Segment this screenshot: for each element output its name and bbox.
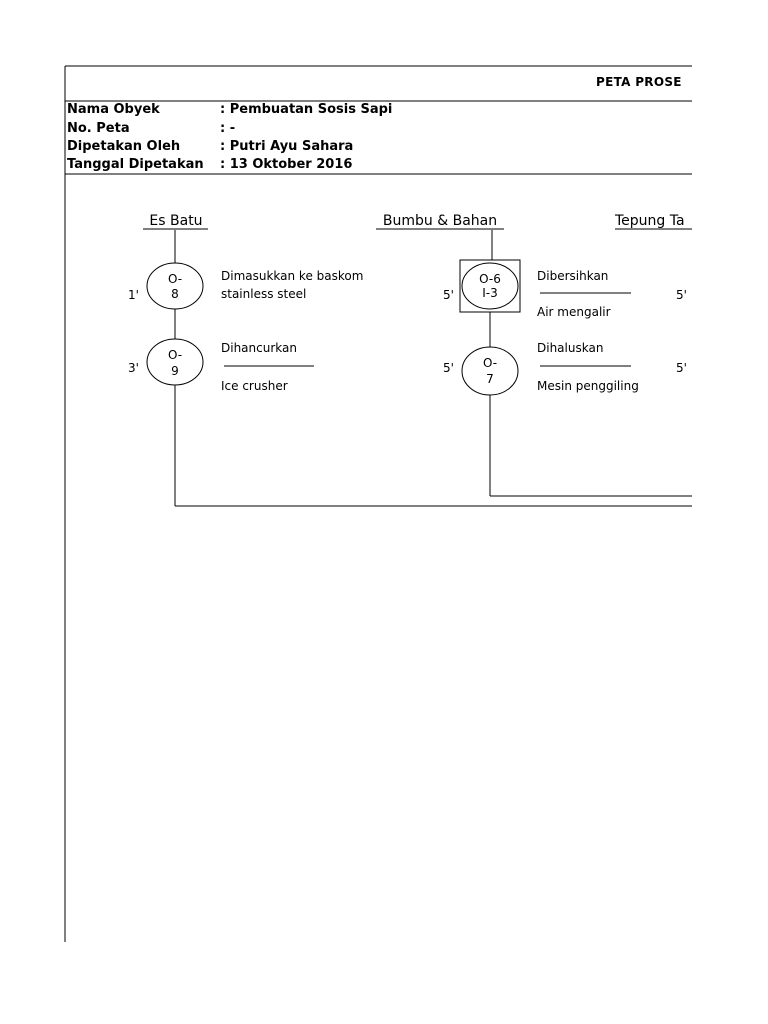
stream-title-tepung: Tepung Ta <box>615 213 685 229</box>
operation-symbol-o9 <box>147 339 203 385</box>
operation-symbol-o8 <box>147 263 203 309</box>
header-label-nama-obyek: Nama Obyek <box>67 102 160 117</box>
step-time: 5' <box>676 288 687 302</box>
step-equipment: Mesin penggiling <box>537 379 639 393</box>
step-time: 1' <box>128 288 139 302</box>
step-description: Dimasukkan ke baskom <box>221 269 364 283</box>
chart-title: PETA PROSE <box>596 75 682 89</box>
step-description: Dihaluskan <box>537 341 604 355</box>
step-equipment: Air mengalir <box>537 305 611 319</box>
header-value-no-peta: : - <box>220 121 236 136</box>
step-time: 5' <box>443 288 454 302</box>
header-label-tanggal: Tanggal Dipetakan <box>67 157 204 172</box>
step-time: 5' <box>676 361 687 375</box>
header-value-nama-obyek: : Pembuatan Sosis Sapi <box>220 102 393 117</box>
header-label-dipetakan-oleh: Dipetakan Oleh <box>67 139 181 154</box>
stream-title-es-batu: Es Batu <box>149 213 203 229</box>
operation-symbol-o7 <box>462 347 518 395</box>
step-description: Dihancurkan <box>221 341 297 355</box>
step-code-bottom: 7 <box>486 372 494 386</box>
step-time: 3' <box>128 361 139 375</box>
step-description-continued: stainless steel <box>221 287 307 301</box>
step-code-top: O-6 <box>479 272 501 286</box>
step-description: Dibersihkan <box>537 269 609 283</box>
step-time: 5' <box>443 361 454 375</box>
stream-title-bumbu-bahan: Bumbu & Bahan <box>382 213 498 229</box>
step-code-bottom: I-3 <box>482 286 498 300</box>
header-label-no-peta: No. Peta <box>67 121 130 136</box>
step-code-bottom: 8 <box>171 287 179 301</box>
step-equipment: Ice crusher <box>221 379 288 393</box>
header-value-tanggal: : 13 Oktober 2016 <box>220 157 353 172</box>
step-code-top: O- <box>482 356 498 370</box>
step-code-bottom: 9 <box>171 364 179 378</box>
header-value-dipetakan-oleh: : Putri Ayu Sahara <box>220 139 354 154</box>
step-code-top: O- <box>167 272 183 286</box>
step-code-top: O- <box>167 348 183 362</box>
